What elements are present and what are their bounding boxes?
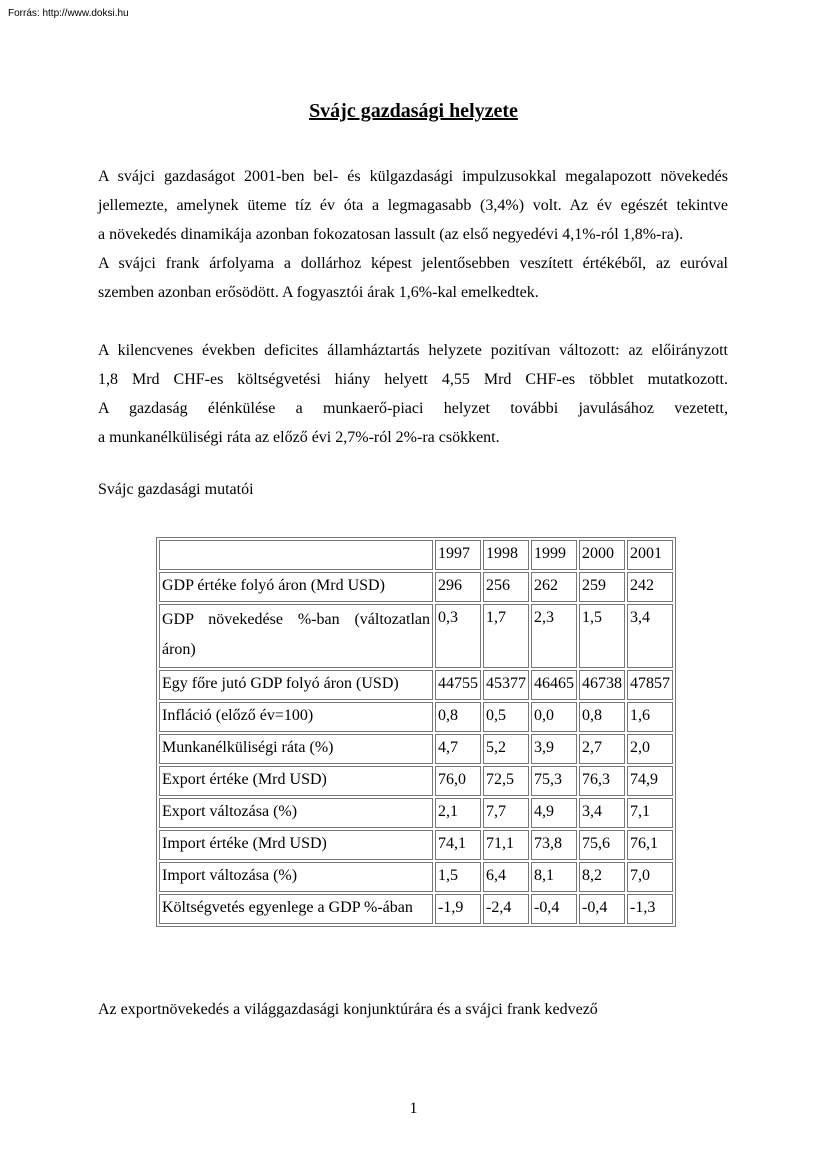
table-cell: 3,4	[579, 798, 625, 828]
paragraph-line: szemben azonban erősödött. A fogyasztói árak 1,6%-kal emelkedtek.	[98, 284, 539, 301]
table-cell: 6,4	[483, 862, 529, 892]
table-row	[159, 830, 673, 860]
table-cell: 262	[531, 572, 577, 602]
table-cell: 2,1	[435, 798, 481, 828]
paragraph-currency	[98, 249, 728, 307]
row-label: GDP növekedése %-ban (változatlan áron)	[159, 604, 433, 668]
year-header: 1997	[435, 540, 481, 570]
table-cell: 4,9	[531, 798, 577, 828]
table-cell: 44755	[435, 670, 481, 700]
table-cell: 1,5	[579, 604, 625, 668]
paragraph-line: jellemezte, amelynek üteme tíz év óta a legmagasabb (3,4%) volt. Az év egészét tekintve	[98, 197, 728, 214]
table-row	[159, 798, 673, 828]
table-cell: 8,1	[531, 862, 577, 892]
table-cell: 1,5	[435, 862, 481, 892]
table-cell: 259	[579, 572, 625, 602]
paragraph-line: a munkanélküliségi ráta az előző évi 2,7%-ról 2%-ra csökkent.	[98, 429, 500, 446]
paragraph-line: A kilencvenes években deficites államháztartás helyzete pozitívan változott: az előirányzott	[98, 342, 728, 359]
paragraph-line: A svájci gazdaságot 2001-ben bel- és külgazdasági impulzusokkal megalapozott növekedés	[98, 168, 728, 185]
page-title: Svájc gazdasági helyzete	[309, 100, 518, 122]
paragraph-line: A gazdaság élénkülése a munkaerő-piaci helyzet további javulásához vezetett,	[98, 400, 728, 417]
table-cell: 0,3	[435, 604, 481, 668]
table-caption: Svájc gazdasági mutatói	[98, 481, 254, 498]
table-cell: 45377	[483, 670, 529, 700]
table-cell: 76,3	[579, 766, 625, 796]
table-cell: -1,9	[435, 894, 481, 924]
source-note: Forrás: http://www.doksi.hu	[8, 8, 129, 19]
table-cell: 5,2	[483, 734, 529, 764]
table-cell: 2,0	[627, 734, 673, 764]
row-label: GDP értéke folyó áron (Mrd USD)	[159, 572, 433, 602]
table-cell: -0,4	[579, 894, 625, 924]
table-cell: 76,0	[435, 766, 481, 796]
row-label: Infláció (előző év=100)	[159, 702, 433, 732]
row-label: Import értéke (Mrd USD)	[159, 830, 433, 860]
paragraph-line: A svájci frank árfolyama a dollárhoz képest jelentősebben veszített értékéből, az euróval	[98, 255, 728, 272]
table-row	[159, 572, 673, 602]
table-cell: 7,0	[627, 862, 673, 892]
table-cell: 8,2	[579, 862, 625, 892]
row-label: Egy főre jutó GDP folyó áron (USD)	[159, 670, 433, 700]
year-header: 1999	[531, 540, 577, 570]
table-cell: 242	[627, 572, 673, 602]
table-cell: 46738	[579, 670, 625, 700]
table-cell: 4,7	[435, 734, 481, 764]
table-cell: 3,9	[531, 734, 577, 764]
table-row	[159, 604, 673, 668]
table-cell: 7,1	[627, 798, 673, 828]
page-number: 1	[409, 1100, 418, 1117]
table-row	[159, 862, 673, 892]
table-cell: 75,3	[531, 766, 577, 796]
table-cell: 74,9	[627, 766, 673, 796]
table-cell: 0,0	[531, 702, 577, 732]
table-cell: 71,1	[483, 830, 529, 860]
table-corner-cell	[159, 540, 433, 570]
table-cell: 7,7	[483, 798, 529, 828]
table-header-row	[159, 540, 673, 570]
row-label: Munkanélküliségi ráta (%)	[159, 734, 433, 764]
table-row	[159, 894, 673, 924]
row-label: Export értéke (Mrd USD)	[159, 766, 433, 796]
table-cell: 46465	[531, 670, 577, 700]
table-row	[159, 766, 673, 796]
row-label: Import változása (%)	[159, 862, 433, 892]
table-cell: 2,7	[579, 734, 625, 764]
paragraph-line: a növekedés dinamikája azonban fokozatosan lassult (az első negyedévi 4,1%-ról 1,8%-ra).	[98, 226, 684, 243]
paragraph-budget	[98, 336, 728, 452]
table-cell: 74,1	[435, 830, 481, 860]
paragraph-growth	[98, 162, 728, 249]
table-cell: 1,7	[483, 604, 529, 668]
table-cell: -2,4	[483, 894, 529, 924]
table-cell: -0,4	[531, 894, 577, 924]
closing-paragraph: Az exportnövekedés a világgazdasági konjunktúrára és a svájci frank kedvező	[98, 1001, 598, 1018]
table-cell: 1,6	[627, 702, 673, 732]
table-cell: 0,5	[483, 702, 529, 732]
table-row	[159, 670, 673, 700]
table-cell: 72,5	[483, 766, 529, 796]
row-label: Költségvetés egyenlege a GDP %-ában	[159, 894, 433, 924]
table-row	[159, 702, 673, 732]
table-cell: 0,8	[579, 702, 625, 732]
table-cell: 0,8	[435, 702, 481, 732]
year-header: 2000	[579, 540, 625, 570]
table-cell: -1,3	[627, 894, 673, 924]
table-cell: 2,3	[531, 604, 577, 668]
table-cell: 47857	[627, 670, 673, 700]
table-cell: 73,8	[531, 830, 577, 860]
economic-indicators-table	[156, 537, 676, 927]
row-label: Export változása (%)	[159, 798, 433, 828]
year-header: 1998	[483, 540, 529, 570]
table-cell: 3,4	[627, 604, 673, 668]
table-cell: 75,6	[579, 830, 625, 860]
table-cell: 256	[483, 572, 529, 602]
table-cell: 76,1	[627, 830, 673, 860]
table-row	[159, 734, 673, 764]
paragraph-line: 1,8 Mrd CHF-es költségvetési hiány helyett 4,55 Mrd CHF-es többlet mutatkozott.	[98, 371, 728, 388]
table-cell: 296	[435, 572, 481, 602]
year-header: 2001	[627, 540, 673, 570]
